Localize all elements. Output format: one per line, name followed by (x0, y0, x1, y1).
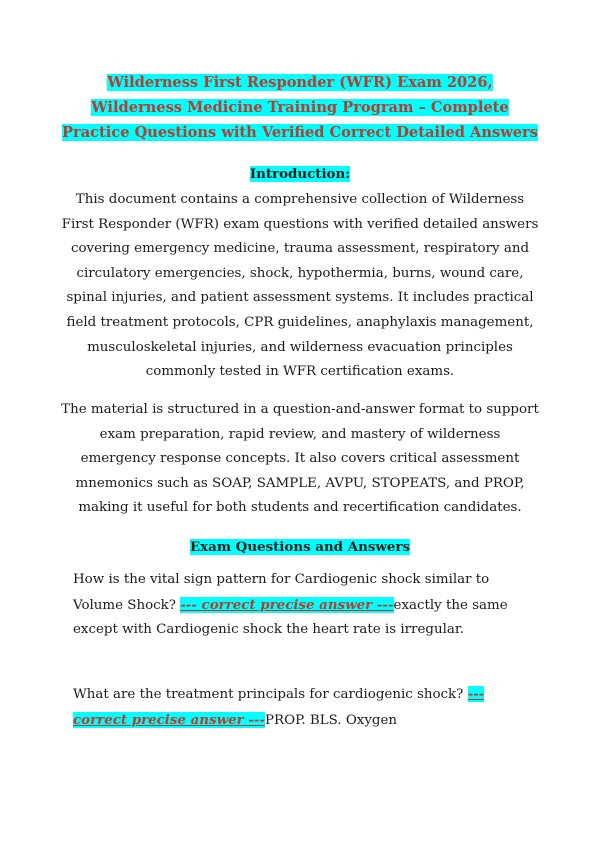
introduction-paragraph-1: This document contains a comprehensive collection of Wilderness First Responder (WFR) exam questions with verified detailed answers covering emergency medicine, trauma assessment, respiratory and circulatory emergencies, shock, hypothermia, burns, wound care, spinal injuries, and patient assessment systems. It includes practical field treatment protocols, CPR guidelines, anaphylaxis management, musculoskeletal injuries, and wilderness evacuation principles commonly tested in WFR certification exams. (61, 192, 539, 380)
introduction-paragraph-2: The material is structured in a question-and-answer format to support exam preparation, rapid review, and mastery of wilderness emergency response concepts. It also covers critical assessment mnemonics such as SOAP, SAMPLE, AVPU, STOPEATS, and PROP, making it useful for both students and recertification candidates. (61, 402, 539, 516)
qa-section-heading (0, 539, 600, 555)
qa-question: How is the vital sign pattern for Cardiogenic shock similar to Volume Shock? (73, 572, 490, 613)
document-title-text: Wilderness First Responder (WFR) Exam 2026, Wilderness Medicine Training Program – Complete Practice Questions with Verified Correct Detailed Answers (62, 74, 538, 141)
document-title (60, 70, 540, 145)
qa-section-heading-text: Exam Questions and Answers (189, 539, 411, 555)
introduction-heading (0, 166, 600, 182)
answer-marker: --- correct precise answer --- (180, 596, 394, 613)
qa-item-1 (73, 568, 533, 643)
qa-answer: exactly the same except with Cardiogenic shock the heart rate is irregular. (73, 597, 508, 637)
qa-question: What are the treatment principals for cardiogenic shock? (73, 687, 468, 702)
qa-item-2 (73, 682, 533, 733)
qa-answer: PROP. BLS. Oxygen (265, 712, 398, 728)
answer-marker: --- correct precise answer --- (73, 686, 485, 728)
introduction-heading-text: Introduction: (249, 166, 351, 182)
